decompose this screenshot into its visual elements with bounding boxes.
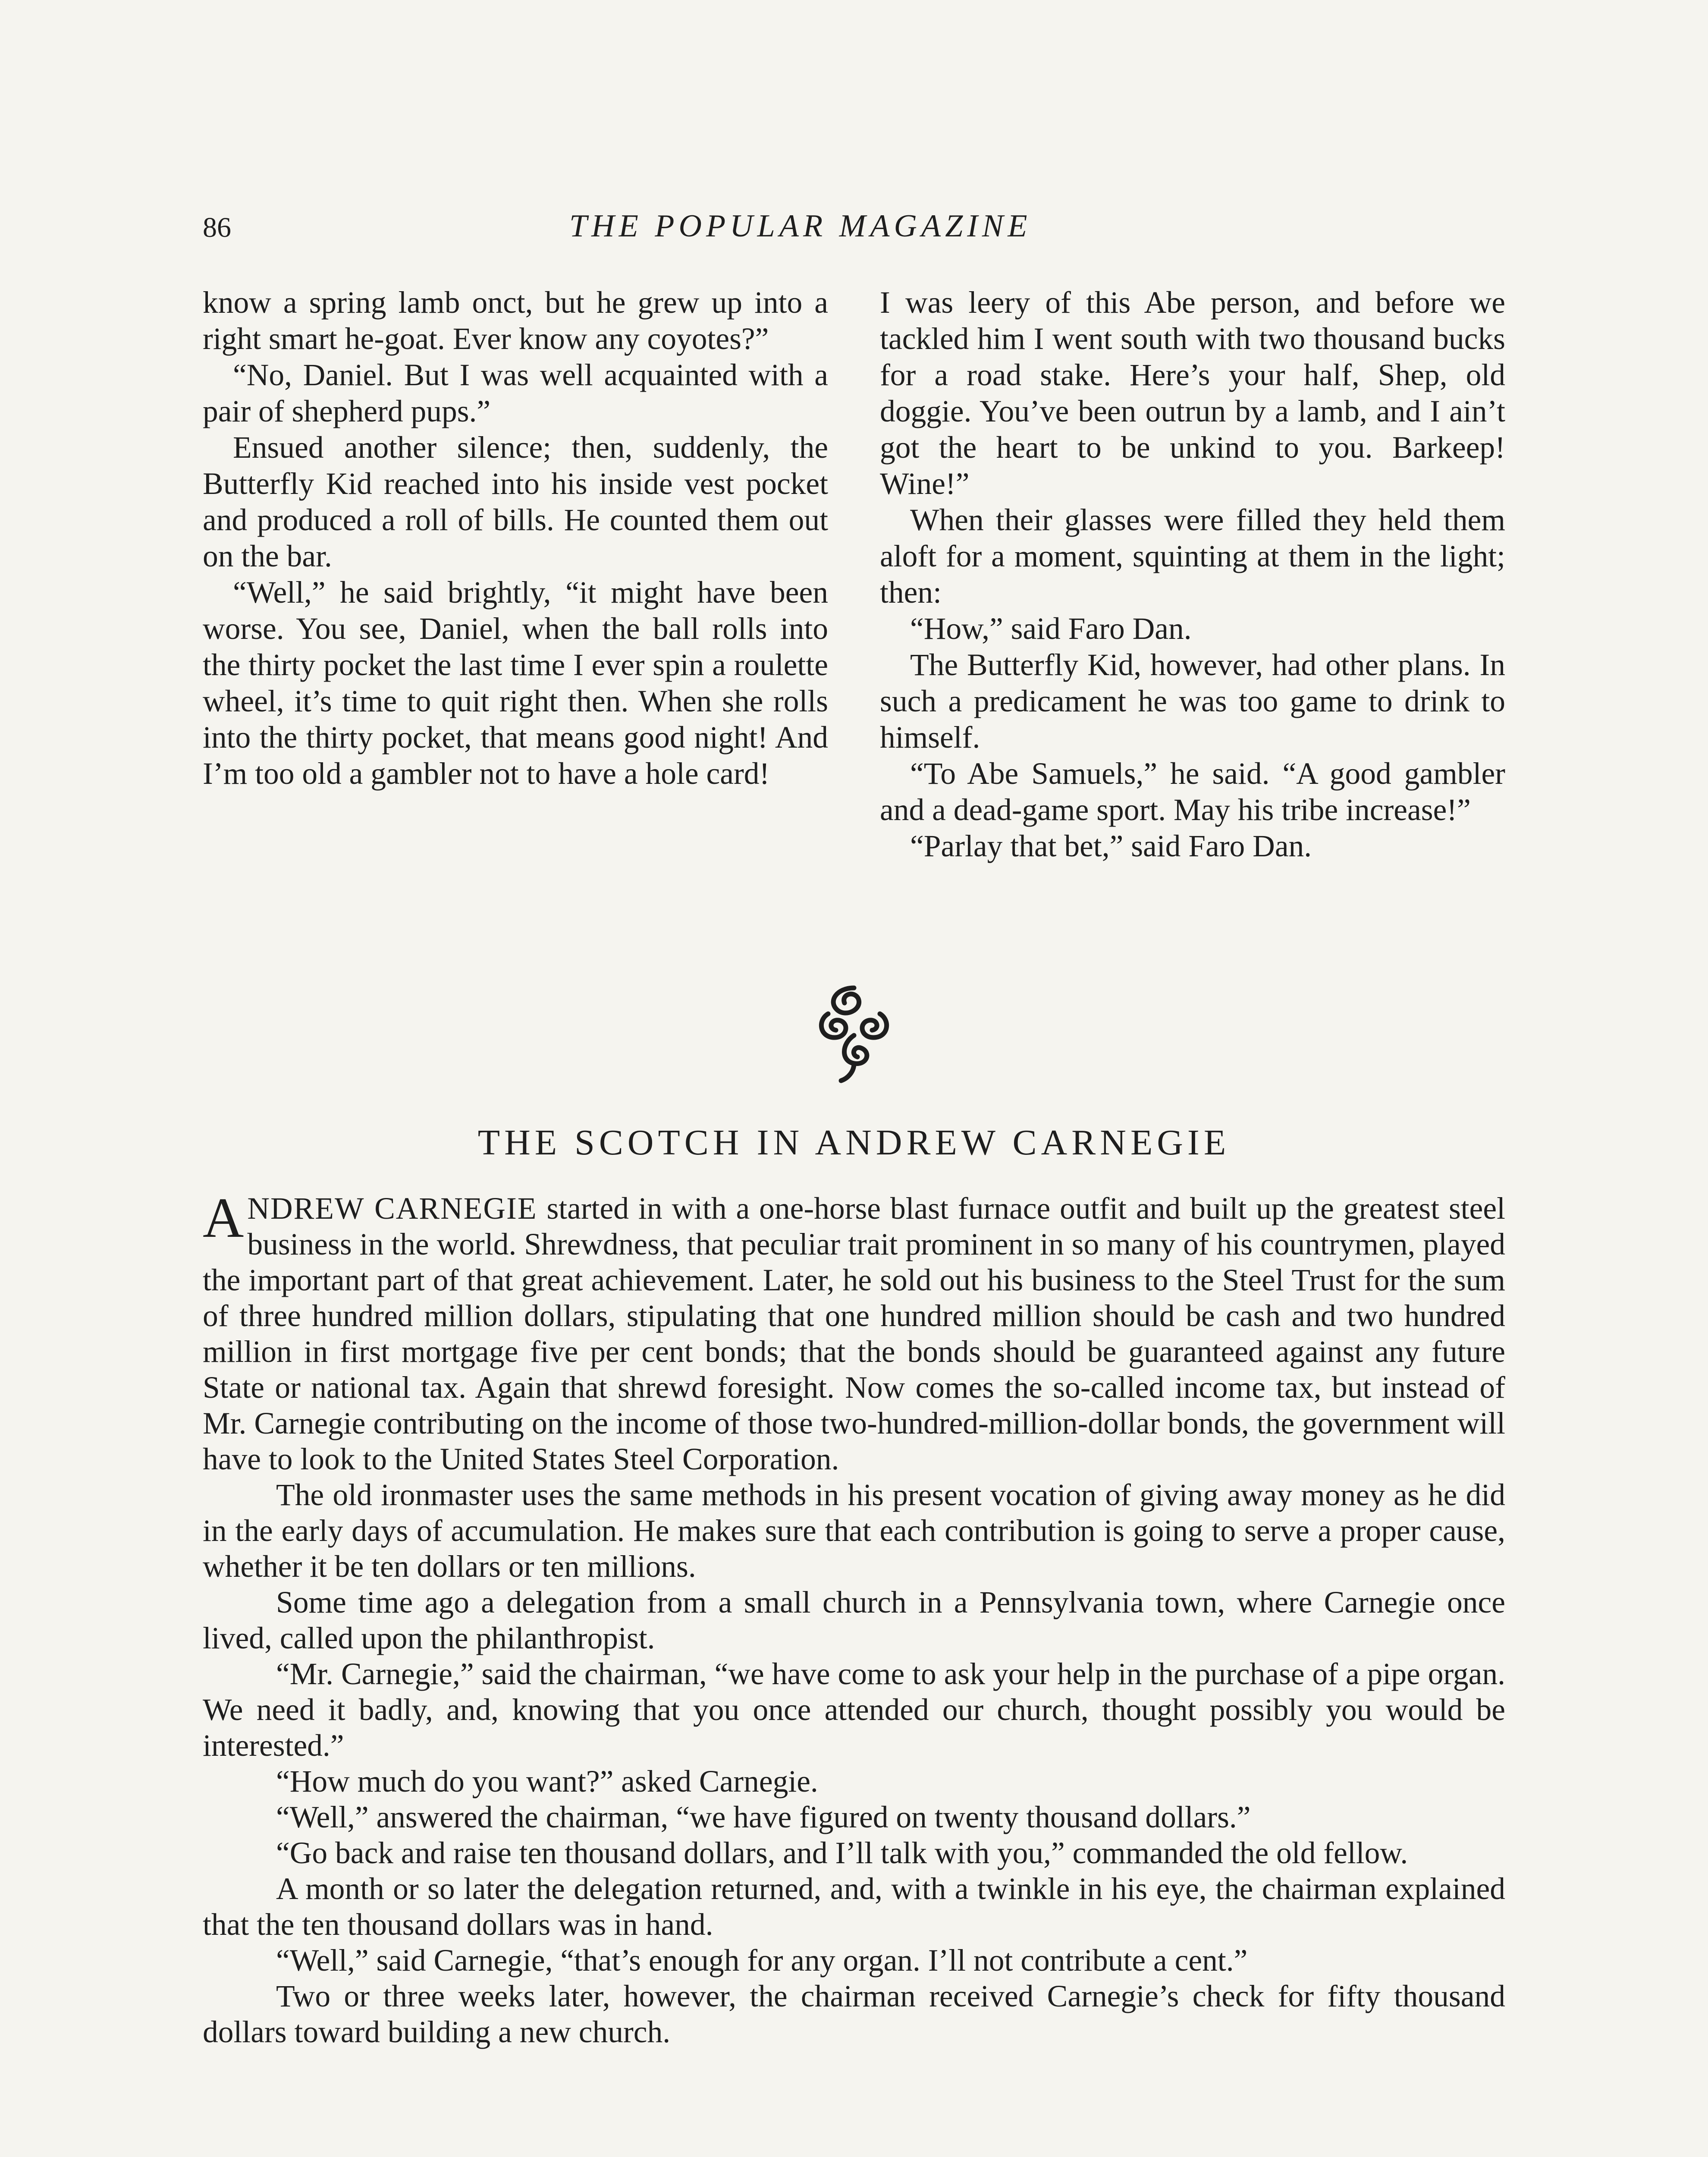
article-paragraph: “Well,” answered the chairman, “we have figured on twenty thousand dollars.” (276, 1800, 1251, 1834)
lead-text: started in with a one-horse blast furnace outfit and built up the greatest steel business in the world. Shrewdness, that peculiar trait prominent in so many of his countrymen, played the important part of that great achievement. Later, he sold out his business to the Steel Trust for the sum of three hundred million dollars, stipulating that one hundred million should be cash and two hundred million in first mortgage five per cent bonds; that the bonds should be guaranteed against any future State or national tax. Again that shrewd foresight. Now comes the so-called income tax, but instead of Mr. Carnegie contributing on the income of those two-hundred-million-dollar bonds, the government will have to look to the United States Steel Corporation. (203, 1192, 1506, 1476)
article-paragraph: “Mr. Carnegie,” said the chairman, “we have come to ask your help in the purchase of a pipe organ. We need it badly, and, knowing that you once attended our church, thought possibly you would be interested.” (203, 1657, 1505, 1763)
story-paragraph: “No, Daniel. But I was well acquainted with a pair of shepherd pups.” (203, 358, 828, 428)
story-paragraph: When their glasses were filled they held them aloft for a moment, squinting at them in the light; then: (880, 503, 1505, 610)
article-body (203, 1186, 1506, 2050)
story-paragraph: “To Abe Samuels,” he said. “A good gambler and a dead-game sport. May his tribe increase!” (880, 757, 1505, 827)
drop-cap: A (203, 1186, 244, 1249)
story-paragraph: I was leery of this Abe person, and before we tackled him I went south with two thousand bucks for a road stake. Here’s your half, Shep, old doggie. You’ve been outrun by a lamb, and I ain’t got the heart to be unkind to you. Barkeep! Wine!” (880, 286, 1505, 501)
lead-paragraph (203, 1186, 1506, 1477)
article-paragraph: Some time ago a delegation from a small church in a Pennsylvania town, where Carnegie once lived, called upon the philanthropist. (203, 1585, 1505, 1655)
article-paragraph: Two or three weeks later, however, the chairman received Carnegie’s check for fifty thousand dollars toward building a new church. (203, 1979, 1505, 2049)
article-title: THE SCOTCH IN ANDREW CARNEGIE (477, 1123, 1231, 1163)
story-paragraph: Ensued another silence; then, suddenly, the Butterfly Kid reached into his inside vest pocket and produced a roll of bills. He counted them out on the bar. (203, 431, 828, 573)
lead-word: NDREW CARNEGIE (247, 1192, 537, 1226)
story-paragraph: “Parlay that bet,” said Faro Dan. (910, 829, 1312, 863)
article-paragraph: A month or so later the delegation returned, and, with a twinkle in his eye, the chairman explained that the ten thousand dollars was in hand. (203, 1872, 1505, 1942)
running-head: THE POPULAR MAGAZINE (569, 208, 1032, 244)
story-paragraph: “Well,” he said brightly, “it might have been worse. You see, Daniel, when the ball rolls into the thirty pocket the last time I ever spin a roulette wheel, it’s time to quit right then. When she rolls into the thirty pocket, that means good night! And I’m too old a gambler not to have a hole card! (203, 575, 828, 791)
story-paragraph: “How,” said Faro Dan. (910, 612, 1192, 646)
story-paragraph: The Butterfly Kid, however, had other plans. In such a predicament he was too game to drink to himself. (880, 648, 1505, 755)
article-paragraph: “Go back and raise ten thousand dollars, and I’ll talk with you,” commanded the old fellow. (276, 1836, 1408, 1870)
story-right-column (880, 285, 1505, 865)
story-left-column (203, 285, 828, 792)
story-paragraph: know a spring lamb onct, but he grew up into a right smart he-goat. Ever know any coyotes?” (203, 286, 828, 356)
article-paragraph: “How much do you want?” asked Carnegie. (276, 1764, 818, 1799)
ornament-icon (811, 979, 897, 1087)
article-paragraph: “Well,” said Carnegie, “that’s enough for any organ. I’ll not contribute a cent.” (276, 1943, 1248, 1978)
page-number: 86 (203, 212, 231, 243)
article-paragraph: The old ironmaster uses the same methods in his present vocation of giving away money as he did in the early days of accumulation. He makes sure that each contribution is going to serve a proper cause, whether it be ten dollars or ten millions. (203, 1478, 1505, 1584)
